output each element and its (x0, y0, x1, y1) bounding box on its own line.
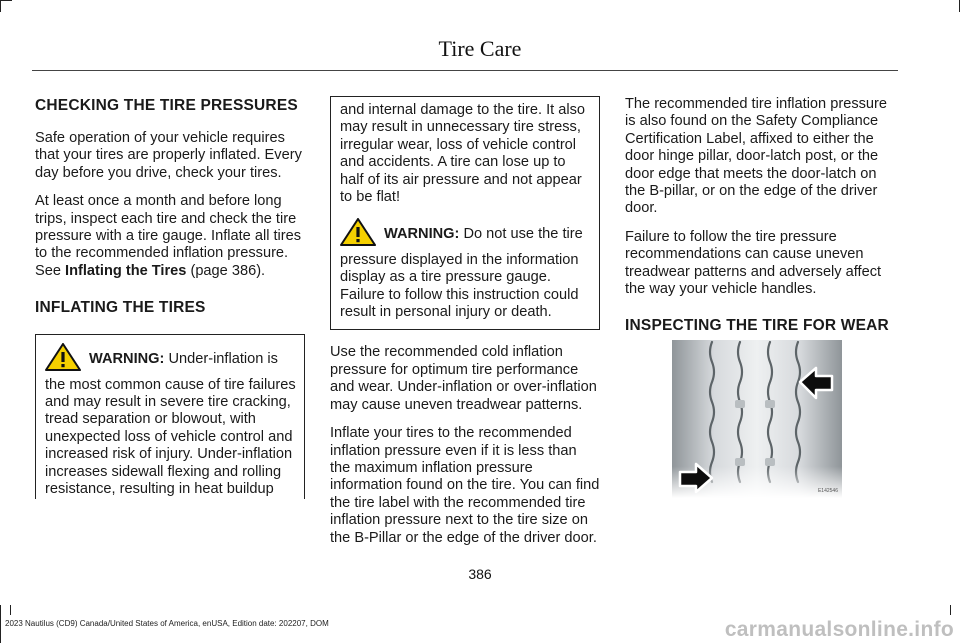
warning-box-continued (330, 96, 600, 330)
header-divider (32, 70, 898, 71)
paragraph-text: At least once a month and before long trips, inspect each tire and check the tire pressure with a tire gauge. Inflate all tires to the recommended inflation pressure. See (35, 193, 302, 279)
paragraph: Inflate your tires to the recommended inflation pressure even if it is less than the maximum inflation pressure information found on the tire. You can find the tire label with the recommended tire inflation pressure next to the tire size on the B-Pillar or the edge of the driver door. (330, 425, 600, 546)
page-title: Tire Care (438, 36, 522, 61)
warning-text: Do not use the tire pressure displayed in the information display as a tire pressure gauge. Failure to follow this instruction could result in personal injury or death. (340, 226, 583, 321)
paragraph: Failure to follow the tire pressure recommendations can cause uneven treadwear patterns and adversely affect the way your vehicle handles. (625, 228, 882, 298)
warning-box (35, 334, 305, 498)
section-heading-inflating: INFLATING THE TIRES (35, 299, 206, 317)
crop-mark (0, 605, 1, 643)
crop-mark (0, 0, 12, 1)
crop-mark (10, 605, 11, 615)
paragraph: Use the recommended cold inflation pressure for optimum tire performance and wear. Under-inflation or over-inflation may cause uneven treadwear patterns. (330, 344, 597, 413)
paragraph-text: (page 386). (186, 262, 266, 279)
warning-paragraph (45, 343, 298, 498)
warning-paragraph (340, 218, 593, 321)
edition-footer: 2023 Nautilus (CD9) Canada/United States of America, enUSA, Edition date: 202207, DOM (5, 619, 329, 628)
crop-mark (0, 0, 1, 12)
section-heading-inspecting: INSPECTING THE TIRE FOR WEAR (625, 317, 889, 335)
warning-continued-text: and internal damage to the tire. It also may result in unnecessary tire stress, irregular wear, loss of vehicle control and accidents. A tire can lose up to half of its air pressure and not appear to be flat! (340, 102, 586, 206)
column-2 (330, 96, 600, 558)
watermark: carmanualsonline.info (724, 618, 954, 641)
warning-triangle-icon (340, 218, 376, 251)
warning-text: Under-inflation is the most common cause of tire failures and may result in severe tire cracking, tread separation or blowout, with unexpected loss of vehicle control and increased risk of injury. Under-inflation increases sidewall flexing and rolling resistance, resulting in heat buildup (45, 351, 296, 498)
page-number: 386 (468, 566, 492, 582)
warning-label: WARNING: (89, 351, 165, 368)
column-3 (625, 96, 897, 350)
paragraph: Safe operation of your vehicle requires that your tires are properly inflated. Every day before you drive, check your tires. (35, 130, 302, 181)
figure-code: E142546 (817, 488, 838, 494)
warning-triangle-icon (45, 343, 81, 376)
paragraph: The recommended tire inflation pressure is also found on the Safety Compliance Certification Label, affixed to either the door hinge pillar, door-latch post, or the door edge that meets the door-latch on the B-pillar, or on the edge of the driver door. (625, 96, 888, 217)
column-1 (35, 96, 305, 513)
section-heading-checking: CHECKING THE TIRE PRESSURES (35, 97, 298, 114)
warning-label: WARNING: (384, 226, 460, 243)
tire-tread-wear-figure (672, 340, 842, 498)
cross-reference-link[interactable]: Inflating the Tires (65, 262, 187, 279)
paragraph (35, 193, 305, 280)
crop-mark (950, 605, 951, 615)
